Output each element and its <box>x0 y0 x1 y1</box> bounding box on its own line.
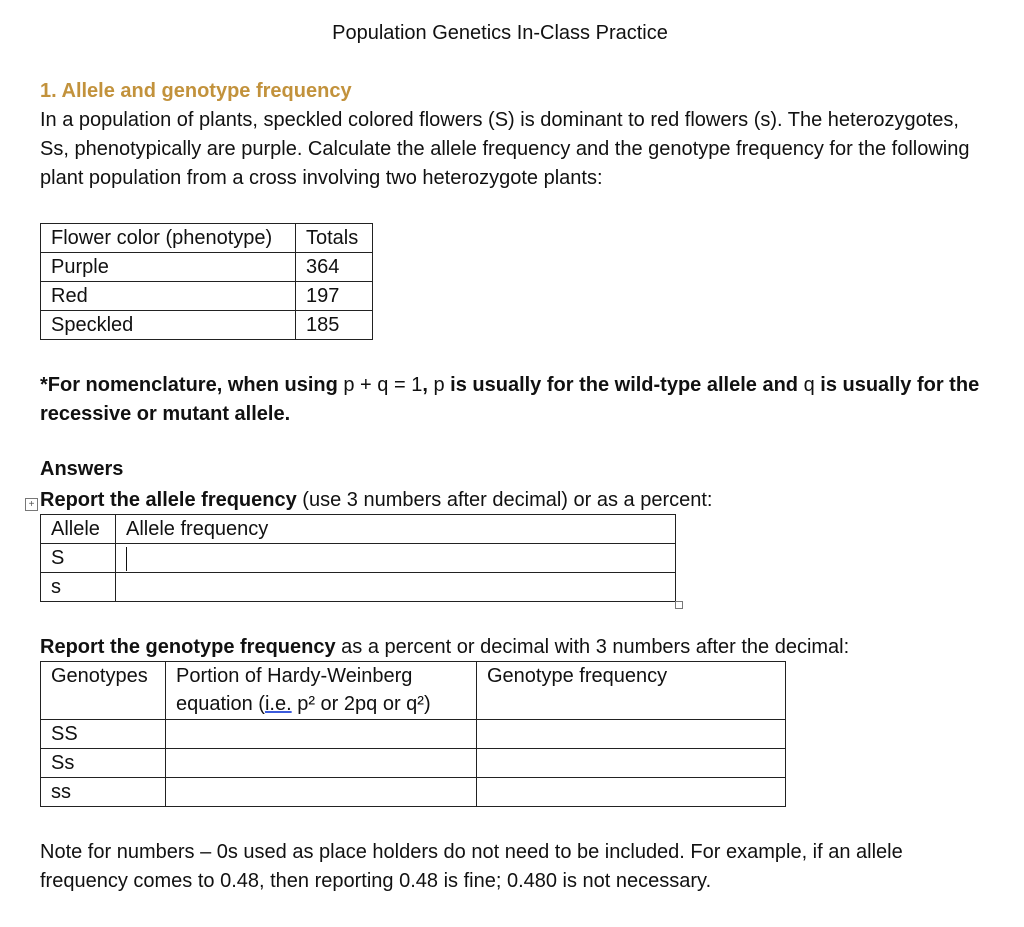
table-cell: Ss <box>41 749 166 778</box>
note-text: , <box>422 374 434 396</box>
nomenclature-note <box>40 371 990 429</box>
table-cell: Purple <box>41 253 296 282</box>
footer-note: Note for numbers – 0s used as place holders do not need to be included. For example, if an allele frequency comes to 0.48, then reporting 0.48 is fine; 0.480 is not necessary. <box>40 841 903 892</box>
table-resize-handle[interactable] <box>675 601 683 609</box>
allele-frequency-input-cell[interactable] <box>116 544 676 573</box>
table-cell: SS <box>41 720 166 749</box>
header-line: Portion of Hardy-Weinberg <box>176 665 413 687</box>
table-row <box>41 282 373 311</box>
table-move-handle-icon[interactable]: + <box>25 498 38 511</box>
allele-frequency-input-cell[interactable] <box>116 573 676 602</box>
table-input-cell[interactable] <box>477 720 786 749</box>
table-row <box>41 778 786 807</box>
table-row <box>41 544 676 573</box>
table-header-cell: Genotype frequency <box>477 662 786 720</box>
allele-frequency-table <box>40 514 676 602</box>
table-row <box>41 253 373 282</box>
note-q: q <box>803 374 815 396</box>
table-cell: S <box>41 544 116 573</box>
table-input-cell[interactable] <box>166 720 477 749</box>
phenotype-table <box>40 223 373 340</box>
table-cell: Red <box>41 282 296 311</box>
note-text: is usually for the recessive or mutant allele. <box>40 374 980 425</box>
allele-report-instruction <box>40 486 990 515</box>
genotype-report-instruction <box>40 633 990 662</box>
note-text: is usually for the wild-type allele and <box>444 374 804 396</box>
table-header-cell: Totals <box>296 224 373 253</box>
table-cell: Speckled <box>41 311 296 340</box>
table-row <box>41 515 676 544</box>
table-input-cell[interactable] <box>166 749 477 778</box>
table-row <box>41 662 786 720</box>
table-input-cell[interactable] <box>477 749 786 778</box>
text-cursor <box>126 547 127 571</box>
table-cell: 197 <box>296 282 373 311</box>
table-cell: s <box>41 573 116 602</box>
table-row <box>41 224 373 253</box>
genotype-report-rest: as a percent or decimal with 3 numbers after the decimal: <box>335 636 850 658</box>
table-cell: 185 <box>296 311 373 340</box>
page-title: Population Genetics In-Class Practice <box>332 22 668 44</box>
table-cell: 364 <box>296 253 373 282</box>
table-row <box>41 749 786 778</box>
table-header-cell: Allele frequency <box>116 515 676 544</box>
header-text: p² or 2pq or q²) <box>291 693 431 715</box>
table-header-cell: Flower color (phenotype) <box>41 224 296 253</box>
note-text: *For nomenclature, when using <box>40 374 344 396</box>
table-header-cell: Genotypes <box>41 662 166 720</box>
section-body: In a population of plants, speckled colored flowers (S) is dominant to red flowers (s). The heterozygotes, Ss, phenotypically are purple. Calculate the allele frequency and the genotype frequency for the following plant population from a cross involving two heterozygote plants: <box>40 109 970 189</box>
table-header-cell: Allele <box>41 515 116 544</box>
answers-label: Answers <box>40 458 124 480</box>
header-text: equation ( <box>176 693 265 715</box>
table-row <box>41 311 373 340</box>
genotype-frequency-table <box>40 661 786 807</box>
table-cell: ss <box>41 778 166 807</box>
genotype-report-bold: Report the genotype frequency <box>40 636 336 658</box>
header-text: i.e. <box>264 693 292 715</box>
table-row <box>41 573 676 602</box>
header-line <box>176 690 466 718</box>
table-input-cell[interactable] <box>477 778 786 807</box>
allele-report-bold: Report the allele frequency <box>40 489 297 511</box>
table-input-cell[interactable] <box>166 778 477 807</box>
allele-report-rest: (use 3 numbers after decimal) or as a percent: <box>296 489 713 511</box>
table-row <box>41 720 786 749</box>
note-p: p <box>433 374 445 396</box>
table-header-cell <box>166 662 477 720</box>
note-formula: p + q = 1 <box>343 374 423 396</box>
section-heading: 1. Allele and genotype frequency <box>40 80 352 102</box>
